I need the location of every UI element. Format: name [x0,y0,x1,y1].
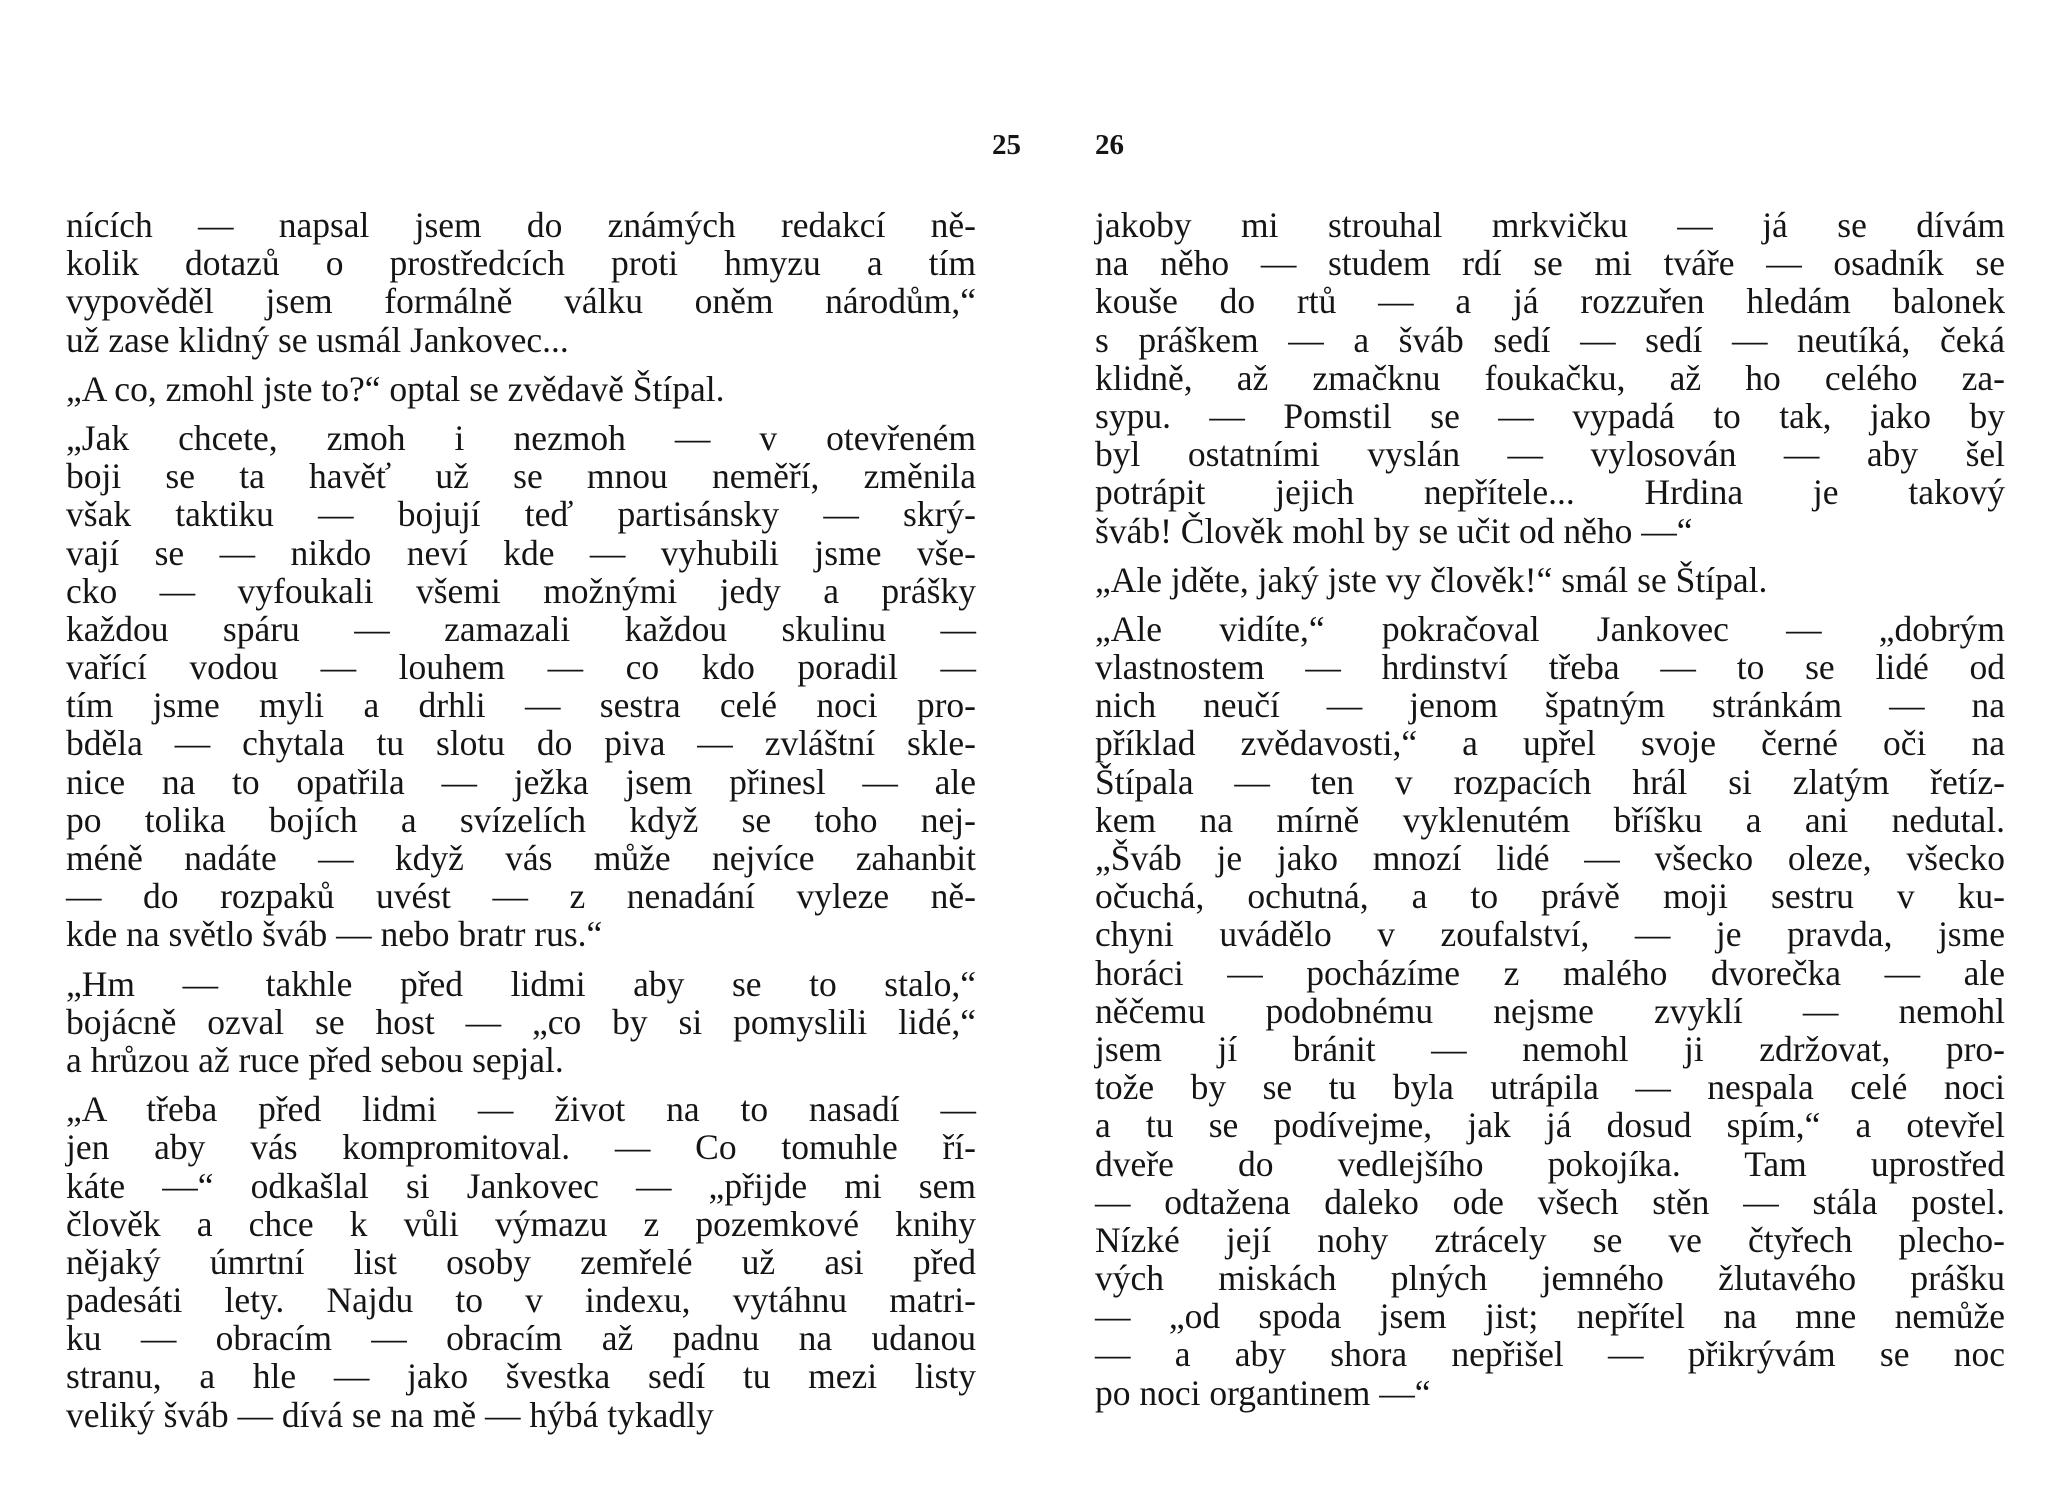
text-line: nějaký úmrtní list osoby zemřelé už asi před [66,1241,976,1282]
text-line: něčemu podobnému nejsme zvyklí — nemohl [1095,990,2005,1031]
text-line: veliký šváb — dívá se na mě — hýbá tykadly [66,1394,714,1435]
paragraph-gap [66,954,976,965]
paragraph [66,1090,976,1434]
right-page [1095,0,2005,1500]
text-line: — odtažena daleko ode všech stěn — stála postel. [1095,1181,2005,1222]
text-line: kde na světlo šváb — nebo bratr rus.“ [66,914,603,955]
text-line: nice na to opatřila — ježka jsem přinesl — ale [66,761,976,802]
page-number-left: 25 [992,129,1021,161]
text-line: tože by se tu byla utrápila — nespala celé noci [1095,1067,2005,1108]
text-line: chyni uvádělo v zoufalství, — je pravda, jsme [1095,914,2005,955]
text-line: na něho — studem rdí se mi tváře — osadník se [1095,243,2005,284]
text-line: příklad zvědavosti,“ a upřel svoje černé oči na [1095,723,2005,764]
paragraph [66,965,976,1080]
text-line: „Ale vidíte,“ pokračoval Jankovec — „dobrým [1095,608,2005,649]
text-line: sypu. — Pomstil se — vypadá to tak, jako by [1095,395,2005,436]
text-line: stranu, a hle — jako švestka sedí tu mezi listy [66,1356,976,1397]
text-line: po tolika bojích a svízelích když se toho nej- [66,799,976,840]
text-line: Nízké její nohy ztrácely se ve čtyřech plecho- [1095,1219,2005,1260]
text-line: s práškem — a šváb sedí — sedí — neutíká, čeká [1095,319,2005,360]
text-line: „Šváb je jako mnozí lidé — všecko oleze, všecko [1095,838,2005,878]
text-line: kem na mírně vyklenutém bříšku a ani nedutal. [1095,799,2005,840]
text-line: boji se ta havěť už se mnou neměří, změnila [66,456,976,497]
text-line: — a aby shora nepřišel — přikrývám se noc [1095,1334,2005,1375]
right-page-text [1095,206,2005,1412]
text-line: — do rozpaků uvést — z nenadání vyleze ně- [66,876,976,917]
text-line: šváb! Člověk mohl by se učit od něho —“ [1095,510,1693,551]
text-line: „Hm — takhle před lidmi aby se to stalo,“ [66,963,976,1004]
text-line: bojácně ozval se host — „co by si pomyslili lidé,“ [66,1001,976,1042]
text-line: klidně, až zmačknu foukačku, až ho celého za- [1095,357,2005,398]
text-line: vypověděl jsem formálně válku oněm národům,“ [66,281,976,322]
text-line: potrápit jejich nepřítele... Hrdina je takový [1095,472,2005,513]
paragraph [1095,561,2005,599]
text-line: po noci organtinem —“ [1095,1372,1431,1413]
paragraph [66,419,976,954]
text-line: nících — napsal jsem do známých redakcí ně- [66,205,976,245]
paragraph [1095,206,2005,550]
text-line: ku — obracím — obracím až padnu na udanou [66,1318,976,1359]
text-line: vých miskách plných jemného žlutavého prášku [1095,1258,2005,1299]
text-line: cko — vyfoukali všemi možnými jedy a prášky [66,570,976,611]
text-line: vařící vodou — louhem — co kdo poradil — [66,647,976,688]
left-page [66,0,1021,1500]
text-line: „A co, zmohl jste to?“ optal se zvědavě Štípal. [66,368,725,409]
text-line: jsem jí bránit — nemohl ji zdržovat, pro- [1095,1028,2005,1069]
text-line: — „od spoda jsem jist; nepřítel na mne nemůže [1095,1296,2005,1337]
text-line: „Ale jděte, jaký jste vy člověk!“ smál se Štípal. [1095,559,1768,600]
text-line: vají se — nikdo neví kde — vyhubili jsme vše- [66,532,976,573]
text-line: kouše do rtů — a já rozzuřen hledám balonek [1095,281,2005,322]
text-line: však taktiku — bojují teď partisánsky — skrý- [66,494,976,535]
text-line: horáci — pocházíme z malého dvorečka — ale [1095,952,2005,993]
text-line: kolik dotazů o prostředcích proti hmyzu a tím [66,243,976,284]
text-line: padesáti lety. Najdu to v indexu, vytáhnu matri- [66,1280,976,1321]
text-line: Štípala — ten v rozpacích hrál si zlatým řetíz- [1095,761,2005,802]
paragraph [66,370,976,408]
text-line: „A třeba před lidmi — život na to nasadí — [66,1089,976,1130]
text-line: bděla — chytala tu slotu do piva — zvláštní skle- [66,723,976,764]
text-line: „Jak chcete, zmoh i nezmoh — v otevřeném [66,417,976,458]
text-line: nich neučí — jenom špatným stránkám — na [1095,685,2005,726]
text-line: byl ostatními vyslán — vylosován — aby šel [1095,434,2005,475]
text-line: káte —“ odkašlal si Jankovec — „přijde mi sem [66,1165,976,1206]
text-line: už zase klidný se usmál Jankovec... [66,319,569,360]
paragraph [66,206,976,359]
page-number-right: 26 [1095,129,1124,161]
text-line: méně nadáte — když vás může nejvíce zahanbit [66,838,976,878]
text-line: tím jsme myli a drhli — sestra celé noci pro- [66,685,976,726]
text-line: jen aby vás kompromitoval. — Co tomuhle ří- [66,1127,976,1168]
text-line: vlastnostem — hrdinství třeba — to se lidé od [1095,647,2005,688]
text-line: dveře do vedlejšího pokojíka. Tam uprostřed [1095,1143,2005,1184]
text-line: jakoby mi strouhal mrkvičku — já se dívám [1095,205,2005,245]
text-line: člověk a chce k vůli výmazu z pozemkové knihy [66,1203,976,1244]
text-line: každou spáru — zamazali každou skulinu — [66,608,976,649]
paragraph [1095,610,2005,1412]
text-line: a tu se podívejme, jak já dosud spím,“ a otevřel [1095,1105,2005,1146]
text-line: a hrůzou až ruce před sebou sepjal. [66,1039,564,1080]
text-line: očuchá, ochutná, a to právě moji sestru v ku- [1095,876,2005,917]
left-page-text [66,206,976,1434]
